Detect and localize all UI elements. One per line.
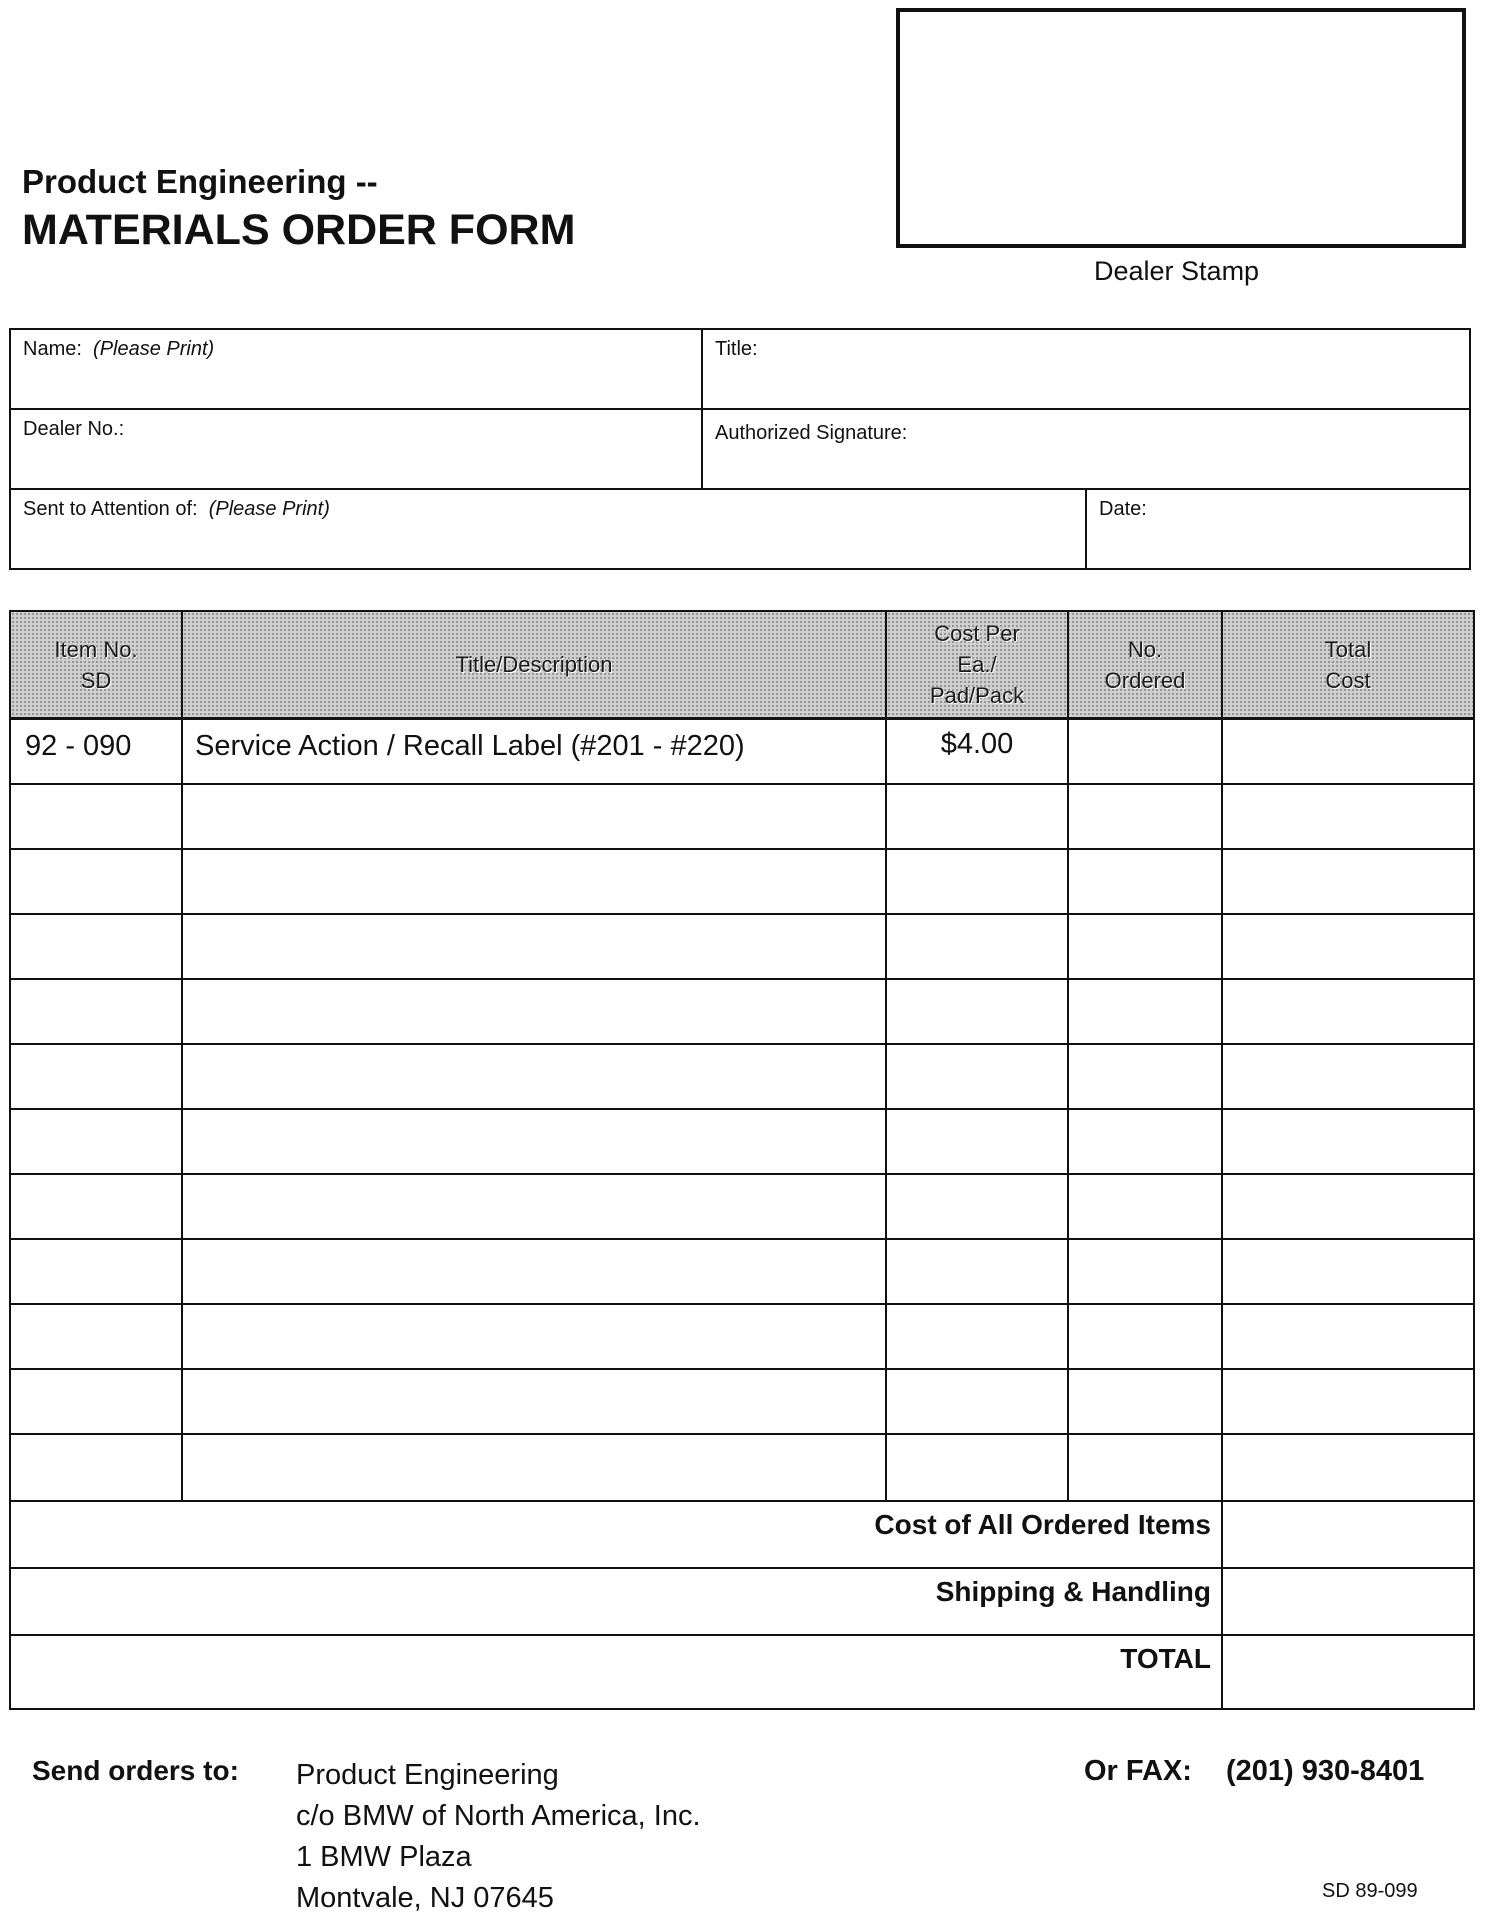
header-item-no: Item No. SD [54,636,138,693]
dealer-no-field[interactable] [11,410,703,490]
attention-field[interactable] [11,490,1087,568]
total-label: TOTAL [1120,1643,1211,1674]
table-header [11,612,1473,720]
row-divider [11,978,1473,980]
name-hint: (Please Print) [93,338,215,360]
row-divider [11,1043,1473,1045]
name-field[interactable] [11,330,703,410]
name-label: Name: [23,338,82,360]
row-divider [11,848,1473,850]
shipping-label: Shipping & Handling [935,1576,1211,1607]
row-divider [11,783,1473,785]
items-table [9,610,1475,1710]
fax-number: (201) 930-8401 [1226,1755,1425,1787]
form-subtitle: Product Engineering -- [22,163,378,200]
row-divider [11,1433,1473,1435]
address-line: Product Engineering [296,1759,559,1791]
row-divider [11,1238,1473,1240]
row-divider [11,1108,1473,1110]
attention-label: Sent to Attention of: [23,498,198,520]
header-total: Total Cost [1324,636,1372,693]
dealer-no-label: Dealer No.: [23,418,125,440]
row-divider [11,1634,1473,1636]
dealer-info-grid [9,328,1471,570]
attention-hint: (Please Print) [208,498,330,520]
dealer-stamp-label: Dealer Stamp [1094,256,1260,286]
address-line: c/o BMW of North America, Inc. [296,1800,701,1832]
header-cost: Cost Per Ea./ Pad/Pack [929,621,1025,708]
row-title: Service Action / Recall Label (#201 - #220) [195,730,745,762]
row-divider [11,1173,1473,1175]
column-divider [1221,612,1223,1710]
title-label: Title: [715,338,758,360]
address-line: Montvale, NJ 07645 [296,1882,554,1914]
row-divider [11,1368,1473,1370]
title-field[interactable] [703,330,1469,410]
row-item-no: 92 - 090 [25,730,132,762]
signature-field[interactable] [703,410,1469,490]
header-title: Title/Description [455,652,613,677]
row-divider [11,913,1473,915]
date-label: Date: [1099,498,1147,520]
dealer-stamp-box [896,8,1466,248]
fax-label: Or FAX: [1084,1755,1192,1787]
form-number: SD 89-099 [1322,1880,1418,1902]
header-ordered: No. Ordered [1104,636,1186,693]
send-orders-label: Send orders to: [32,1755,239,1786]
date-field[interactable] [1087,490,1469,568]
row-divider [11,1567,1473,1569]
signature-label: Authorized Signature: [715,422,908,444]
row-divider [11,1500,1473,1502]
row-cost: $4.00 [940,728,1014,760]
address-line: 1 BMW Plaza [296,1841,472,1873]
row-divider [11,1303,1473,1305]
form-title: MATERIALS ORDER FORM [22,206,576,254]
cost-of-all-label: Cost of All Ordered Items [874,1509,1211,1540]
mailing-address [296,1755,701,1919]
